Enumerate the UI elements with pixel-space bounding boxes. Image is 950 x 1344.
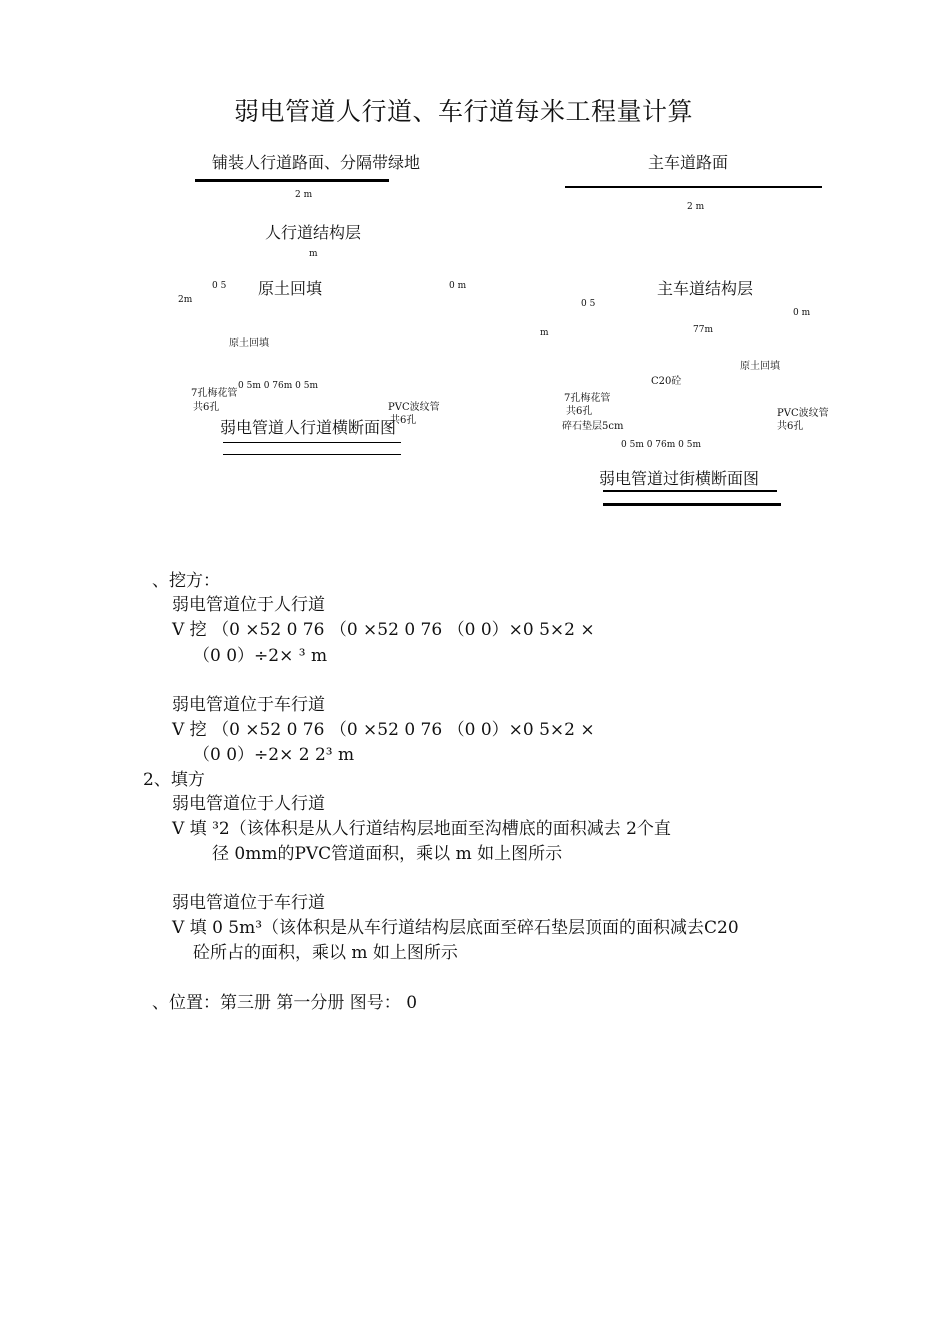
plum-pipe-count: 共6孔 (566, 406, 593, 417)
subheading-sidewalk: 弱电管道位于人行道 (172, 794, 325, 814)
bottom-dims: 0 5m 0 76m 0 5m (238, 381, 318, 391)
dim-m: m (540, 328, 549, 338)
main-road-structure-label: 主车道结构层 (657, 279, 754, 298)
caption-underline-1 (603, 490, 777, 492)
subheading-sidewalk: 弱电管道位于人行道 (172, 595, 325, 615)
pvc-pipe-count: 共6孔 (777, 421, 804, 432)
pvc-pipe-label: PVC波纹管 (388, 402, 440, 413)
subheading-road: 弱电管道位于车行道 (172, 695, 325, 715)
formula-line: V 挖 （0 ×52 0 76 （0 ×52 0 76 （0 0）×0 5×2 × (172, 620, 595, 640)
caption-underline-1 (223, 442, 401, 443)
sidewalk-caption: 弱电管道人行道横断面图 (220, 418, 397, 437)
formula-line: 砼所占的面积，乘以 m 如上图所示 (193, 943, 458, 963)
dim-2m-side: 2m (178, 295, 193, 305)
gravel-layer-label: 碎石垫层5cm (562, 421, 624, 432)
dim-0m: 0 m (449, 281, 467, 291)
backfill-label: 原土回填 (258, 279, 323, 298)
bottom-dims: 0 5m 0 76m 0 5m (621, 440, 701, 450)
formula-line: V 填 0 5m³（该体积是从车行道结构层底面至碎石垫层顶面的面积减去C20 (172, 918, 739, 938)
dim-2m: 2 m (295, 190, 313, 200)
dim-05: 0 5 (581, 299, 596, 309)
dim-0m: 0 m (793, 308, 811, 318)
main-road-label: 主车道路面 (648, 153, 729, 172)
pvc-pipe-label: PVC波纹管 (777, 408, 829, 419)
pvc-pipe-count: 共6孔 (390, 415, 417, 426)
plum-pipe-label: 7孔梅花管 (564, 393, 611, 404)
formula-line: 径 0mm的PVC管道面积，乘以 m 如上图所示 (212, 844, 563, 864)
formula-line: V 挖 （0 ×52 0 76 （0 ×52 0 76 （0 0）×0 5×2 × (172, 720, 595, 740)
caption-underline-2 (223, 454, 401, 455)
road-surface-line (195, 179, 389, 182)
crossing-caption: 弱电管道过街横断面图 (599, 469, 760, 488)
backfill-small-label: 原土回填 (740, 361, 780, 372)
formula-line: V 填 ³2（该体积是从人行道结构层地面至沟槽底的面积减去 2个直 (172, 819, 671, 839)
c20-label: C20砼 (651, 376, 682, 387)
dim-05: 0 5 (212, 281, 227, 291)
dim-2m: 2 m (687, 202, 705, 212)
plum-pipe-count: 共6孔 (193, 402, 220, 413)
dim-m: m (309, 249, 318, 259)
paving-label: 铺装人行道路面、分隔带绿地 (212, 153, 421, 172)
subheading-road: 弱电管道位于车行道 (172, 893, 325, 913)
section-heading: 、挖方： (152, 571, 220, 591)
dim-77m: 77m (693, 325, 713, 335)
section-heading: 2、填方 (143, 770, 205, 790)
plum-pipe-label: 7孔梅花管 (191, 388, 238, 399)
caption-underline-2 (603, 503, 781, 506)
main-road-surface-line (565, 186, 822, 188)
formula-line: （0 0）÷2× ³ m (193, 646, 328, 666)
structure-layer-label: 人行道结构层 (265, 223, 362, 242)
backfill-small-label: 原土回填 (229, 338, 269, 349)
page-title: 弱电管道人行道、车行道每米工程量计算 (234, 97, 694, 126)
location-line: 、位置：第三册 第一分册 图号： 0 (152, 993, 418, 1013)
formula-line: （0 0）÷2× 2 2³ m (193, 745, 355, 765)
